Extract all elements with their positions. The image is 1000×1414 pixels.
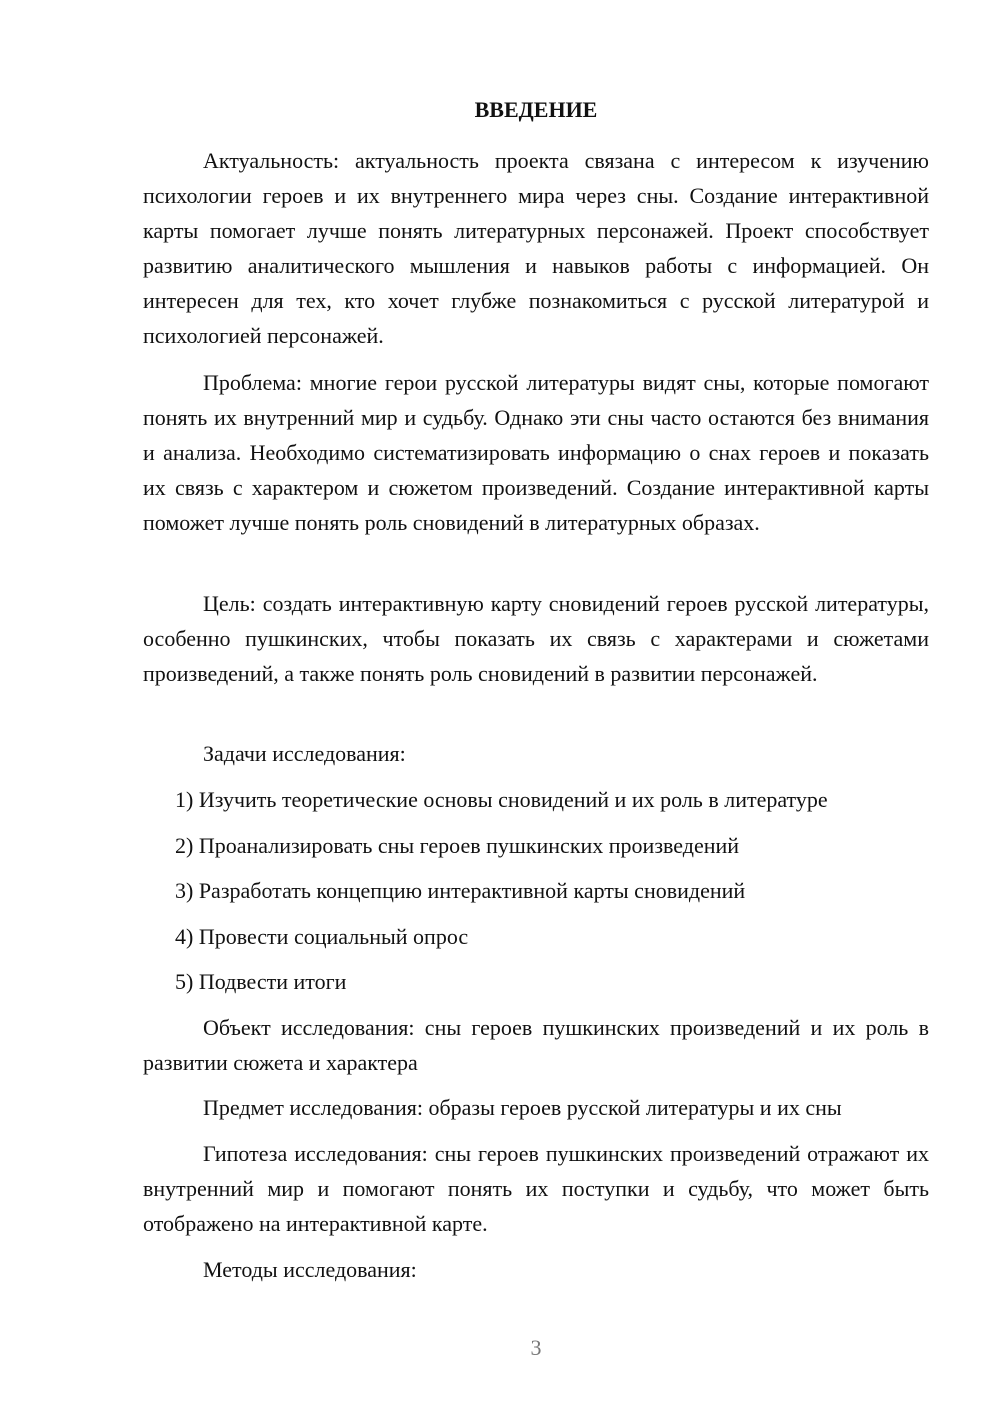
problem-paragraph: Проблема: многие герои русской литературы видят сны, которые помогают понять их внутренний мир и судьбу. Однако эти сны часто остаются без внимания и анализа. Необходимо систематизировать информацию о снах героев и показать их связь с характером и сюжетом произведений. Создание интерактивной карты поможет лучше понять роль сновидений в литературных образах.: [143, 370, 929, 535]
task-item: 1) Изучить теоретические основы сновидений и их роль в литературе: [175, 787, 828, 812]
task-item: 4) Провести социальный опрос: [175, 924, 469, 949]
section-title: ВВЕДЕНИЕ: [474, 97, 598, 122]
task-item: 5) Подвести итоги: [175, 969, 347, 994]
object-paragraph: Объект исследования: сны героев пушкинских произведений и их роль в развитии сюжета и характера: [143, 1015, 929, 1075]
hypothesis-paragraph: Гипотеза исследования: сны героев пушкинских произведений отражают их внутренний мир и помогают понять их поступки и судьбу, что может быть отображено на интерактивной карте.: [143, 1141, 929, 1236]
task-item: 2) Проанализировать сны героев пушкинских произведений: [175, 833, 740, 858]
subject-paragraph: Предмет исследования: образы героев русской литературы и их сны: [203, 1095, 842, 1120]
relevance-paragraph: Актуальность: актуальность проекта связана с интересом к изучению психологии героев и их внутреннего мира через сны. Создание интерактивной карты помогает лучше понять литературных персонажей. Проект способствует развитию аналитического мышления и навыков работы с информацией. Он интересен для тех, кто хочет глубже познакомиться с русской литературой и психологией персонажей.: [143, 148, 929, 348]
tasks-heading: Задачи исследования:: [203, 741, 406, 766]
page-number: 3: [530, 1335, 542, 1360]
methods-heading: Методы исследования:: [203, 1257, 417, 1282]
goal-paragraph: Цель: создать интерактивную карту сновидений героев русской литературы, особенно пушкинских, чтобы показать их связь с характерами и сюжетами произведений, а также понять роль сновидений в развитии персонажей.: [143, 591, 929, 686]
task-item: 3) Разработать концепцию интерактивной карты сновидений: [175, 878, 746, 903]
